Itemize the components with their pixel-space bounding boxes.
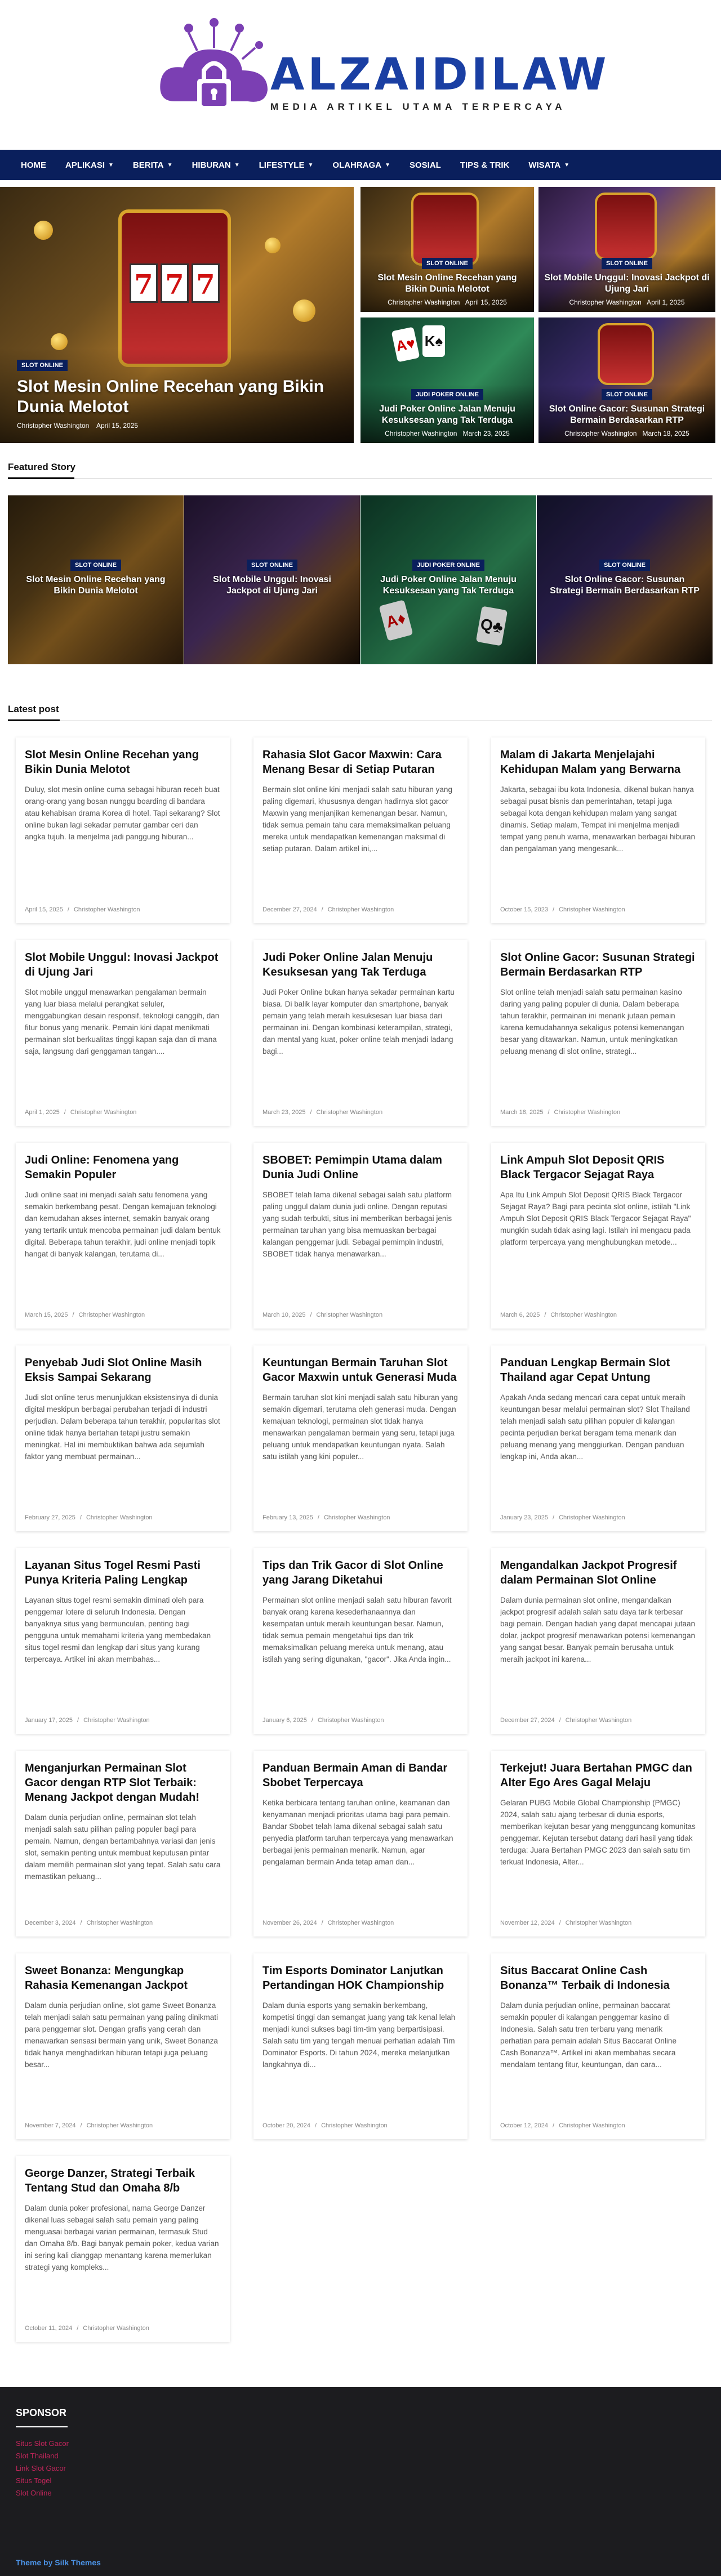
site-title: ALZAIDILAW (270, 50, 610, 100)
coin-image (51, 333, 68, 350)
hero-small-title[interactable]: Judi Poker Online Jalan Menuju Kesuksesan yang Tak Terduga (379, 404, 515, 425)
post-date: March 10, 2025 (262, 1312, 306, 1318)
post-card[interactable] (253, 1548, 468, 1734)
post-date: December 27, 2024 (500, 1717, 555, 1724)
post-author[interactable]: Christopher Washington (86, 1920, 153, 1926)
post-title[interactable]: Judi Poker Online Jalan Menuju Kesuksesan yang Tak Terduga (262, 951, 433, 978)
post-meta: February 13, 2025 / Christopher Washington (262, 1514, 390, 1521)
post-meta: December 27, 2024 / Christopher Washington (262, 906, 394, 913)
post-excerpt: Slot mobile unggul menawarkan pengalaman bermain yang luar biasa melalui perangkat seluler, menggabungkan desain responsif, teknologi canggih, dan fitur bonus yang menarik. Pemain kini dapat menikmati permainan slot berkualitas tinggi kapan saja dan di mana saja, langsung dari genggaman tangan.... (25, 988, 220, 1056)
post-card[interactable] (253, 1143, 468, 1329)
nav-aplikasi[interactable] (56, 160, 123, 170)
post-excerpt: Dalam dunia esports yang semakin berkembang, kompetisi tinggi dan semangat juang yang tak kenal lelah menjadi kunci sukses bagi tim-tim yang berpartisipasi. Salah satu tim yang tengah menuai perhatian adalah Tim Dominator Esports. Di tahun 2024, mereka melanjutkan langkahnya di... (262, 2001, 456, 2069)
playing-card-image: A♦ (379, 600, 413, 641)
post-title[interactable]: Panduan Lengkap Bermain Slot Thailand agar Cepat Untung (500, 1357, 670, 1384)
hero-main-card[interactable] (0, 187, 354, 443)
playing-card-image: Q♣ (476, 606, 508, 646)
post-meta: October 11, 2024 / Christopher Washington (25, 2325, 149, 2332)
post-card[interactable] (253, 737, 468, 923)
post-card[interactable] (253, 1751, 468, 1937)
sponsor-heading: SPONSOR (16, 2407, 67, 2418)
post-card[interactable] (491, 737, 705, 923)
cloud-lock-icon (158, 17, 270, 135)
post-date: March 6, 2025 (500, 1312, 540, 1318)
nav-label: BERITA (132, 160, 164, 170)
post-card[interactable] (16, 737, 230, 923)
post-author[interactable]: Christopher Washington (323, 1514, 390, 1521)
post-meta: April 1, 2025 / Christopher Washington (25, 1109, 137, 1116)
nav-label: LIFESTYLE (259, 160, 305, 170)
post-date: April 15, 2025 (25, 906, 63, 913)
reel-seven: 7 (161, 263, 189, 303)
post-meta (366, 430, 528, 437)
hero-small-title[interactable]: Slot Online Gacor: Susunan Strategi Bermain Berdasarkan RTP (549, 404, 705, 425)
post-date: March 23, 2025 (462, 430, 510, 437)
playing-card-image: A♥ (391, 327, 420, 362)
post-card[interactable] (16, 1345, 230, 1531)
post-card[interactable] (491, 1953, 705, 2139)
post-meta: March 10, 2025 / Christopher Washington (262, 1312, 383, 1318)
post-title[interactable]: Keuntungan Bermain Taruhan Slot Gacor Maxwin untuk Generasi Muda (262, 1357, 457, 1384)
post-excerpt: Judi online saat ini menjadi salah satu fenomena yang semakin berkembang pesat. Dengan kemajuan teknologi dan kemudahan akses internet, semakin banyak orang yang tertarik untuk mencoba permainan judi dalam bentuk digital. Beberapa tahun terakhir, judi online menjadi topik hangat di banyak kalangan, terutama di... (25, 1191, 221, 1258)
post-card[interactable] (491, 1143, 705, 1329)
post-excerpt: Permainan slot online menjadi salah satu hiburan favorit banyak orang karena kesederhanaannya dan kesempatan untuk meraih keuntungan besar. Namun, tidak semua pemain mengetahui tips dan trik memaksimalkan peluang mereka untuk menang, atau istilah yang sering digunakan, "gacor". Jika Anda ingin... (262, 1596, 452, 1663)
hero-small-card[interactable] (360, 187, 534, 312)
post-card[interactable] (16, 940, 230, 1126)
post-date: April 1, 2025 (25, 1109, 60, 1116)
post-title[interactable]: Rahasia Slot Gacor Maxwin: Cara Menang Besar di Setiap Putaran (262, 749, 442, 776)
post-excerpt: Duluy, slot mesin online cuma sebagai hiburan receh buat orang-orang yang bosan nunggu boarding di bandara atau kehabisan drama Korea di hotel. Tapi sekarang? Slot online bukan lagi sekadar pemutar gambar ceri dan angka tujuh. Ia menjelma jadi panggung hiburan... (25, 785, 220, 841)
post-meta: January 23, 2025 / Christopher Washington (500, 1514, 625, 1521)
nav-home[interactable] (11, 160, 56, 170)
post-title[interactable]: George Danzer, Strategi Terbaik Tentang Stud dan Omaha 8/b (25, 2167, 195, 2194)
post-author[interactable]: Christopher Washington (565, 1717, 632, 1724)
post-date: January 6, 2025 (262, 1717, 307, 1724)
post-meta: December 3, 2024 / Christopher Washington (25, 1920, 153, 1926)
post-card[interactable] (253, 940, 468, 1126)
post-author[interactable]: Christopher Washington (559, 2122, 625, 2129)
post-card[interactable] (491, 1548, 705, 1734)
nav-olahraga[interactable] (323, 160, 400, 170)
post-author[interactable]: Christopher Washington (86, 1514, 153, 1521)
post-date: March 18, 2025 (642, 430, 689, 437)
playing-card-image: K♠ (422, 325, 445, 357)
coin-image (34, 221, 53, 240)
post-date: March 18, 2025 (500, 1109, 544, 1116)
post-meta: February 27, 2025 / Christopher Washington (25, 1514, 153, 1521)
nav-label: WISATA (528, 160, 561, 170)
post-excerpt: Dalam dunia perjudian online, permainan slot telah menjadi salah satu pilihan paling populer bagi para pemain. Namun, dengan bertambahnya variasi dan jenis slot, semakin penting untuk membuat keputusan pintar dalam memilih permainan slot yang tepat. Salah satu cara memastikan peluang... (25, 1813, 221, 1881)
featured-title[interactable]: Slot Mesin Online Recehan yang Bikin Dunia Melotot (26, 575, 166, 596)
post-date: February 13, 2025 (262, 1514, 313, 1521)
post-excerpt: Dalam dunia permainan slot online, mengandalkan jackpot progresif adalah salah satu daya tarik terbesar bagi pemain. Dengan hadiah yang dapat mencapai jutaan dolar, jackpot progresif menawarkan potensi kemenangan yang sangat besar. Banyak pemain berusaha untuk meraih jackpot ini karena... (500, 1596, 696, 1663)
post-excerpt: Dalam dunia perjudian online, slot game Sweet Bonanza telah menjadi salah satu permainan yang paling dinikmati para penggemar slot. Dengan grafis yang cerah dan menawarkan sensasi bermain yang unik, Sweet Bonanza tidak hanya menghadirkan hiburan tetapi juga peluang besar... (25, 2001, 218, 2069)
post-meta: January 6, 2025 / Christopher Washington (262, 1717, 384, 1724)
post-meta (544, 430, 710, 437)
chevron-down-icon: ▼ (108, 162, 114, 168)
post-author[interactable]: Christopher Washington (559, 906, 625, 913)
hero-small-card[interactable] (360, 317, 534, 443)
hero-small-card[interactable] (538, 187, 715, 312)
coin-image (293, 299, 315, 322)
slot-machine-image (118, 209, 231, 367)
post-excerpt: Gelaran PUBG Mobile Global Championship (PMGC) 2024, salah satu ajang terbesar di dunia esports, memberikan kejutan besar yang mengguncang komunitas penggemar. Kejutan tersebut datang dari hasil yang tidak terduga: Juara Bertahan PMGC 2023 dan salah satu tim terkuat Indonesia, Alter... (500, 1799, 696, 1866)
featured-section (8, 495, 712, 664)
post-author[interactable]: Christopher Washington (564, 430, 637, 437)
post-meta: March 18, 2025 / Christopher Washington (500, 1109, 621, 1116)
sponsor-link[interactable]: Link Slot Gacor (16, 2464, 66, 2472)
post-excerpt: Judi slot online terus menunjukkan eksistensinya di dunia digital meskipun berbagai perubahan terjadi di industri perjudian. Dalam beberapa tahun terakhir, popularitas slot online tidak hanya bertahan tetapi justru semakin meningkat. Hal ini membuktikan bahwa ada sejumlah faktor yang membuat permainan... (25, 1393, 220, 1461)
post-excerpt: Dalam dunia poker profesional, nama George Danzer dikenal luas sebagai salah satu pemain yang paling menguasai berbagai varian permainan, termasuk Stud dan Omaha 8/b. Bagi banyak pemain poker, kedua varian ini sering kali dianggap menantang karena memerlukan strategi yang kompleks... (25, 2204, 219, 2271)
featured-title[interactable]: Slot Mobile Unggul: Inovasi Jackpot di Ujung Jari (213, 575, 331, 596)
post-meta: November 7, 2024 / Christopher Washington (25, 2122, 153, 2129)
post-excerpt: Apa Itu Link Ampuh Slot Deposit QRIS Black Tergacor Sejagat Raya? Bagi para pecinta slot online, istilah "Link Ampuh Slot Deposit QRIS Black Tergacor Sejagat Raya" mungkin sudah tidak asing lagi. Istilah ini mengacu pada platform terpercaya yang menghubungkan metode... (500, 1191, 691, 1246)
post-card[interactable] (16, 1548, 230, 1734)
post-date: December 27, 2024 (262, 906, 317, 913)
post-title[interactable]: Terkejut! Juara Bertahan PMGC dan Alter Ego Ares Gagal Melaju (500, 1762, 692, 1789)
post-meta: November 12, 2024 / Christopher Washington (500, 1920, 632, 1926)
post-author[interactable]: Christopher Washington (317, 1717, 384, 1724)
post-title[interactable]: Malam di Jakarta Menjelajahi Kehidupan Malam yang Berwarna (500, 749, 681, 776)
coin-image (265, 238, 281, 253)
nav-label: SOSIAL (409, 160, 441, 170)
post-author[interactable]: Christopher Washington (550, 1312, 617, 1318)
post-author[interactable]: Christopher Washington (388, 298, 460, 306)
post-author[interactable]: Christopher Washington (565, 1920, 632, 1926)
nav-label: APLIKASI (65, 160, 105, 170)
post-author[interactable]: Christopher Washington (554, 1109, 621, 1116)
post-meta (366, 298, 528, 306)
post-date: January 17, 2025 (25, 1717, 73, 1724)
post-author[interactable]: Christopher Washington (327, 1920, 394, 1926)
category-badge[interactable]: SLOT ONLINE (422, 258, 473, 269)
post-author[interactable]: Christopher Washington (17, 422, 90, 430)
post-excerpt: Apakah Anda sedang mencari cara cepat untuk meraih keuntungan besar melalui permainan slot? Slot Thailand telah menjadi salah satu pilihan populer di kalangan pecinta perjudian berkat beragam tema menarik dan peluang menang yang menggiurkan. Dengan panduan lengkap ini, Anda akan... (500, 1393, 690, 1461)
post-excerpt: Slot online telah menjadi salah satu permainan kasino daring yang paling populer di dunia. Dalam beberapa tahun terakhir, permainan ini menarik jutaan pemain karena kemudahannya sekaligus potensi kemenangan besar yang ditawarkan. Namun, untuk meningkatkan peluang menang di slot online, strategi... (500, 988, 684, 1056)
slot-machine-image (595, 193, 657, 260)
sponsor-underline (16, 2426, 68, 2427)
latest-heading: Latest post (8, 704, 59, 714)
post-author[interactable]: Christopher Washington (86, 2122, 153, 2129)
category-badge[interactable]: SLOT ONLINE (602, 389, 652, 400)
post-date: April 1, 2025 (647, 298, 685, 306)
featured-title[interactable]: Judi Poker Online Jalan Menuju Kesuksesan yang Tak Terduga (380, 575, 517, 596)
post-card[interactable] (491, 940, 705, 1126)
post-excerpt: Layanan situs togel resmi semakin diminati oleh para penggemar lotere di seluruh Indonesia. Dengan banyaknya situs yang bermunculan, penting bagi pengguna untuk memahami kriteria yang membedakan situs togel resmi dan lengkap dari situs yang kurang terpercaya. Artikel ini akan membahas... (25, 1596, 211, 1663)
category-badge[interactable]: SLOT ONLINE (17, 360, 68, 371)
post-author[interactable]: Christopher Washington (327, 906, 394, 913)
hero-small-card[interactable] (538, 317, 715, 443)
nav-hiburan[interactable] (183, 160, 250, 170)
post-title[interactable]: SBOBET: Pemimpin Utama dalam Dunia Judi Online (262, 1154, 442, 1181)
post-author[interactable]: Christopher Washington (83, 2325, 149, 2332)
featured-card[interactable] (537, 495, 713, 664)
post-meta: March 23, 2025 / Christopher Washington (262, 1109, 383, 1116)
site-footer (0, 2387, 721, 2576)
post-meta: December 27, 2024 / Christopher Washington (500, 1717, 632, 1724)
post-card[interactable] (253, 1953, 468, 2139)
post-meta: October 12, 2024 / Christopher Washington (500, 2122, 625, 2129)
post-meta (544, 298, 710, 306)
post-excerpt: Ketika berbicara tentang taruhan online, keamanan dan kenyamanan menjadi prioritas utama bagi para pemain. Bandar Sbobet telah lama dikenal sebagai salah satu penyedia platform taruhan terpercaya yang menawarkan berbagai jenis permainan menarik. Namun, agar pengalaman bermain Anda tetap aman dan... (262, 1799, 453, 1866)
post-title[interactable]: Tips dan Trik Gacor di Slot Online yang Jarang Diketahui (262, 1559, 443, 1586)
featured-card[interactable] (360, 495, 536, 664)
slot-machine-image (598, 323, 654, 385)
hero-main-title[interactable]: Slot Mesin Online Recehan yang Bikin Dunia Melotot (17, 377, 324, 416)
chevron-down-icon: ▼ (234, 162, 240, 168)
post-title[interactable]: Menganjurkan Permainan Slot Gacor dengan RTP Slot Terbaik: Menang Jackpot dengan Mudah! (25, 1762, 200, 1804)
post-date: March 15, 2025 (25, 1312, 68, 1318)
post-meta (17, 422, 337, 430)
post-date: October 11, 2024 (25, 2325, 73, 2332)
category-badge[interactable]: SLOT ONLINE (70, 560, 121, 571)
category-badge[interactable]: SLOT ONLINE (602, 258, 652, 269)
post-meta: April 15, 2025 / Christopher Washington (25, 906, 140, 913)
post-card[interactable] (253, 1345, 468, 1531)
post-date: October 20, 2024 (262, 2122, 311, 2129)
post-excerpt: Bermain slot online kini menjadi salah satu hiburan yang paling digemari, khususnya dengan hadirnya slot gacor Maxwin yang menjanjikan kemenangan besar. Namun, tidak semua pemain tahu cara memaksimalkan peluang mereka untuk mendapatkan kemenangan maksimal di setiap putaran. Dalam artikel ini,... (262, 785, 452, 853)
post-excerpt: Dalam dunia perjudian online, permainan baccarat semakin populer di kalangan penggemar kasino di Indonesia. Salah satu tren terbaru yang menarik perhatian para pemain adalah Situs Baccarat Online Cash Bonanza™. Artikel ini akan membahas secara mendalam tentang fitur, keuntungan, dan cara... (500, 2001, 677, 2069)
site-header (0, 0, 721, 150)
section-divider (8, 478, 712, 479)
post-date: November 12, 2024 (500, 1920, 555, 1926)
post-title[interactable]: Slot Mobile Unggul: Inovasi Jackpot di Ujung Jari (25, 951, 219, 978)
featured-heading: Featured Story (8, 462, 75, 472)
post-date: December 3, 2024 (25, 1920, 76, 1926)
site-logo[interactable] (158, 17, 610, 135)
nav-sosial[interactable] (400, 160, 451, 170)
post-author[interactable]: Christopher Washington (73, 906, 140, 913)
post-author[interactable]: Christopher Washington (78, 1312, 145, 1318)
post-meta: January 17, 2025 / Christopher Washington (25, 1717, 150, 1724)
post-author[interactable]: Christopher Washington (316, 1312, 383, 1318)
reel-seven: 7 (192, 263, 220, 303)
sponsor-link[interactable]: Situs Togel (16, 2476, 52, 2485)
post-author[interactable]: Christopher Washington (385, 430, 457, 437)
post-meta: March 6, 2025 / Christopher Washington (500, 1312, 617, 1318)
section-underline (8, 477, 74, 479)
nav-label: HIBURAN (192, 160, 231, 170)
nav-label: TIPS & TRIK (460, 160, 510, 170)
category-badge[interactable]: SLOT ONLINE (599, 560, 650, 571)
reel-seven: 7 (130, 263, 158, 303)
post-author[interactable]: Christopher Washington (70, 1109, 137, 1116)
category-badge[interactable]: SLOT ONLINE (247, 560, 297, 571)
nav-lifestyle[interactable] (250, 160, 323, 170)
hero-small-title[interactable]: Slot Mobile Unggul: Inovasi Jackpot di Ujung Jari (544, 273, 710, 294)
post-excerpt: SBOBET telah lama dikenal sebagai salah satu platform paling unggul dalam dunia judi online. Dengan reputasi yang sudah terbukti, situs ini memberikan berbagai jenis permainan taruhan yang bisa memuaskan berbagai kalangan penggemar judi. Sebagai pemimpin industri, SBOBET tidak hanya menawarkan... (262, 1191, 452, 1258)
post-title[interactable]: Judi Online: Fenomena yang Semakin Populer (25, 1154, 179, 1181)
post-date: January 23, 2025 (500, 1514, 549, 1521)
post-date: March 23, 2025 (262, 1109, 306, 1116)
post-author[interactable]: Christopher Washington (559, 1514, 625, 1521)
sponsor-list (16, 2438, 69, 2499)
post-date: October 15, 2023 (500, 906, 549, 913)
sponsor-link[interactable]: Situs Slot Gacor (16, 2439, 69, 2448)
category-badge[interactable]: JUDI POKER ONLINE (411, 389, 483, 400)
site-tagline: MEDIA ARTIKEL UTAMA TERPERCAYA (270, 101, 566, 112)
post-meta: March 15, 2025 / Christopher Washington (25, 1312, 145, 1318)
post-title[interactable]: Penyebab Judi Slot Online Masih Eksis Sampai Sekarang (25, 1357, 202, 1384)
post-card[interactable] (16, 1953, 230, 2139)
sponsor-link[interactable]: Slot Online (16, 2489, 52, 2497)
post-card[interactable] (16, 1143, 230, 1329)
post-card[interactable] (491, 1345, 705, 1531)
post-title[interactable]: Sweet Bonanza: Mengungkap Rahasia Kemenangan Jackpot (25, 1965, 188, 1992)
post-date: April 15, 2025 (96, 422, 139, 430)
theme-credit-link[interactable]: Theme by Silk Themes (16, 2558, 101, 2567)
chevron-down-icon: ▼ (564, 162, 570, 168)
nav-wisata[interactable] (519, 160, 579, 170)
post-date: February 27, 2025 (25, 1514, 75, 1521)
post-title[interactable]: Panduan Bermain Aman di Bandar Sbobet Terpercaya (262, 1762, 448, 1789)
post-author[interactable]: Christopher Washington (316, 1109, 383, 1116)
post-title[interactable]: Layanan Situs Togel Resmi Pasti Punya Kriteria Paling Lengkap (25, 1559, 201, 1586)
post-meta: November 26, 2024 / Christopher Washington (262, 1920, 394, 1926)
main-nav (0, 150, 721, 180)
category-badge[interactable]: JUDI POKER ONLINE (412, 560, 484, 571)
post-author[interactable]: Christopher Washington (569, 298, 642, 306)
post-title[interactable]: Slot Online Gacor: Susunan Strategi Bermain Berdasarkan RTP (500, 951, 695, 978)
nav-tips-trik[interactable] (451, 160, 519, 170)
section-underline (8, 719, 60, 721)
hero-small-title[interactable]: Slot Mesin Online Recehan yang Bikin Dunia Melotot (377, 273, 517, 294)
post-meta: October 15, 2023 / Christopher Washington (500, 906, 625, 913)
hero-section (0, 187, 721, 443)
post-card[interactable] (16, 2156, 230, 2342)
post-card[interactable] (16, 1751, 230, 1937)
post-excerpt: Bermain taruhan slot kini menjadi salah satu hiburan yang semakin digemari, terutama oleh generasi muda. Dengan kemajuan teknologi, permainan slot tidak hanya menawarkan pengalaman bermain yang seru, tetapi juga peluang untuk mendapatkan keuntungan nyata. Salah satu istilah yang kini populer... (262, 1393, 458, 1461)
post-date: October 12, 2024 (500, 2122, 549, 2129)
sponsor-link[interactable]: Slot Thailand (16, 2452, 59, 2460)
post-excerpt: Jakarta, sebagai ibu kota Indonesia, dikenal bukan hanya sebagai pusat bisnis dan pemerintahan, tetapi juga sebagai kota dengan kehidupan malam yang sangat dinamis. Setiap malam, Tempat ini menjelma menjadi tempat yang penuh warna, menawarkan berbagai hiburan dan pengalaman yang mengesank... (500, 785, 695, 853)
post-excerpt: Judi Poker Online bukan hanya sekadar permainan kartu biasa. Di balik layar komputer dan smartphone, banyak pemain yang telah meraih kesuksesan luar biasa dari permainan ini. Dengan kombinasi keterampilan, strategi, dan mental yang kuat, poker online telah menjadi ladang bagi... (262, 988, 455, 1056)
nav-berita[interactable] (123, 160, 183, 170)
nav-label: OLAHRAGA (332, 160, 382, 170)
post-title[interactable]: Mengandalkan Jackpot Progresif dalam Permainan Slot Online (500, 1559, 677, 1586)
post-title[interactable]: Situs Baccarat Online Cash Bonanza™ Terbaik di Indonesia (500, 1965, 670, 1992)
featured-card[interactable] (184, 495, 360, 664)
post-meta: October 20, 2024 / Christopher Washington (262, 2122, 388, 2129)
chevron-down-icon: ▼ (308, 162, 314, 168)
post-date: November 26, 2024 (262, 1920, 317, 1926)
post-title[interactable]: Slot Mesin Online Recehan yang Bikin Dunia Melotot (25, 749, 199, 776)
chevron-down-icon: ▼ (167, 162, 173, 168)
post-date: April 15, 2025 (465, 298, 507, 306)
post-author[interactable]: Christopher Washington (83, 1717, 150, 1724)
nav-label: HOME (21, 160, 46, 170)
post-date: November 7, 2024 (25, 2122, 76, 2129)
post-title[interactable]: Link Ampuh Slot Deposit QRIS Black Tergacor Sejagat Raya (500, 1154, 665, 1181)
featured-title[interactable]: Slot Online Gacor: Susunan Strategi Bermain Berdasarkan RTP (550, 575, 700, 596)
post-author[interactable]: Christopher Washington (321, 2122, 388, 2129)
post-title[interactable]: Tim Esports Dominator Lanjutkan Pertandingan HOK Championship (262, 1965, 444, 1992)
featured-card[interactable] (8, 495, 184, 664)
chevron-down-icon: ▼ (385, 162, 390, 168)
post-card[interactable] (491, 1751, 705, 1937)
